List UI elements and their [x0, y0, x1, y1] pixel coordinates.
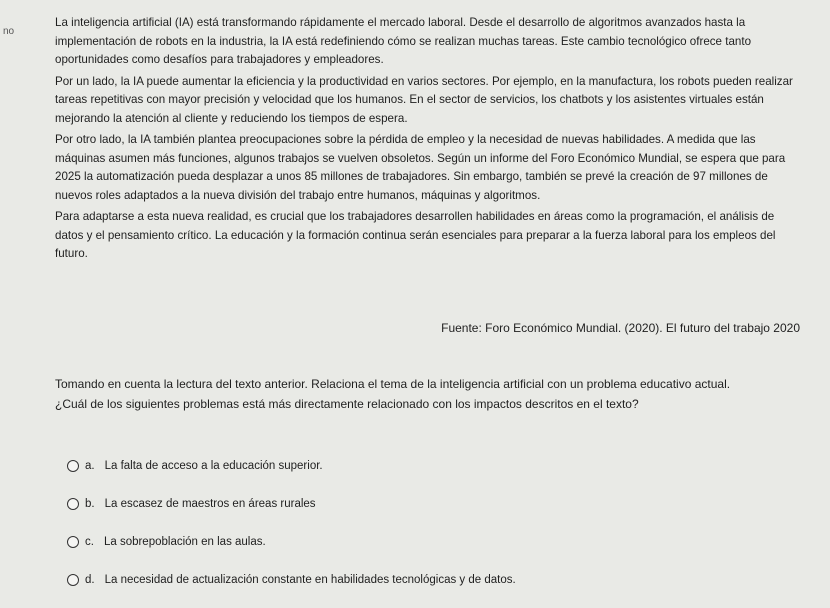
reading-paragraph-3: Por otro lado, la IA también plantea preocupaciones sobre la pérdida de empleo y la necesidad de nuevas habilidades. A medida que las máquinas asumen más funciones, algunos trabajos se vuelven obsoletos. Según un informe del Foro Económico Mundial, se espera que para 2025 la automatización pueda desplazar a unos 85 millones de trabajadores. Sin embargo, también se prevé la creación de 97 millones de nuevos roles adaptados a la nueva división del trabajo entre humanos, máquinas y algoritmos.: [55, 133, 786, 202]
option-letter-c: c.: [85, 536, 94, 548]
radio-button-c[interactable]: [67, 536, 79, 548]
option-c[interactable]: [67, 532, 807, 552]
option-a[interactable]: [67, 456, 807, 476]
option-letter-a: a.: [85, 460, 95, 472]
radio-button-b[interactable]: [67, 498, 79, 510]
option-text-c: La sobrepoblación en las aulas.: [103, 536, 266, 548]
reading-passage: [55, 14, 795, 267]
option-d[interactable]: [67, 570, 807, 590]
reading-paragraph-2: Por un lado, la IA puede aumentar la eficiencia y la productividad en varios sectores. Por ejemplo, en la manufactura, los robots pueden realizar tareas repetitivas con mayor precisión y velocidad que los humanos. En el sector de servicios, los chatbots y los asistentes virtuales están mejorando la atención al cliente y reduciendo los tiempos de espera.: [55, 74, 793, 125]
corner-mark: no: [3, 26, 15, 37]
reading-paragraph-4: Para adaptarse a esta nueva realidad, es crucial que los trabajadores desarrollen habilidades en áreas como la programación, el análisis de datos y el pensamiento crítico. La educación y la formación continua serán esenciales para preparar a la fuerza laboral para los empleos del futuro.: [55, 210, 776, 260]
option-b[interactable]: [67, 494, 807, 514]
source-citation: Fuente: Foro Económico Mundial. (2020). El futuro del trabajo 2020: [441, 321, 800, 335]
option-text-a: La falta de acceso a la educación superior.: [104, 460, 323, 472]
option-text-b: La escasez de maestros en áreas rurales: [104, 498, 316, 510]
reading-paragraph-1: La inteligencia artificial (IA) está transformando rápidamente el mercado laboral. Desde el desarrollo de algoritmos avanzados hasta la implementación de robots en la industria, la IA está redefiniendo cómo se realizan muchas tareas. Este cambio tecnológico ofrece tanto oportunidades como desafíos para trabajadores y empleadores.: [55, 16, 752, 66]
question-prompt: ¿Cuál de los siguientes problemas está más directamente relacionado con los impactos descritos en el texto?: [55, 397, 639, 411]
question-block: [55, 375, 815, 415]
option-text-d: La necesidad de actualización constante en habilidades tecnológicas y de datos.: [104, 574, 516, 586]
question-instruction: Tomando en cuenta la lectura del texto anterior. Relaciona el tema de la inteligencia artificial con un problema educativo actual.: [55, 377, 731, 391]
option-letter-b: b.: [85, 498, 95, 510]
radio-button-d[interactable]: [67, 574, 79, 586]
option-letter-d: d.: [85, 574, 95, 586]
radio-button-a[interactable]: [67, 460, 79, 472]
answer-options: [67, 456, 807, 608]
